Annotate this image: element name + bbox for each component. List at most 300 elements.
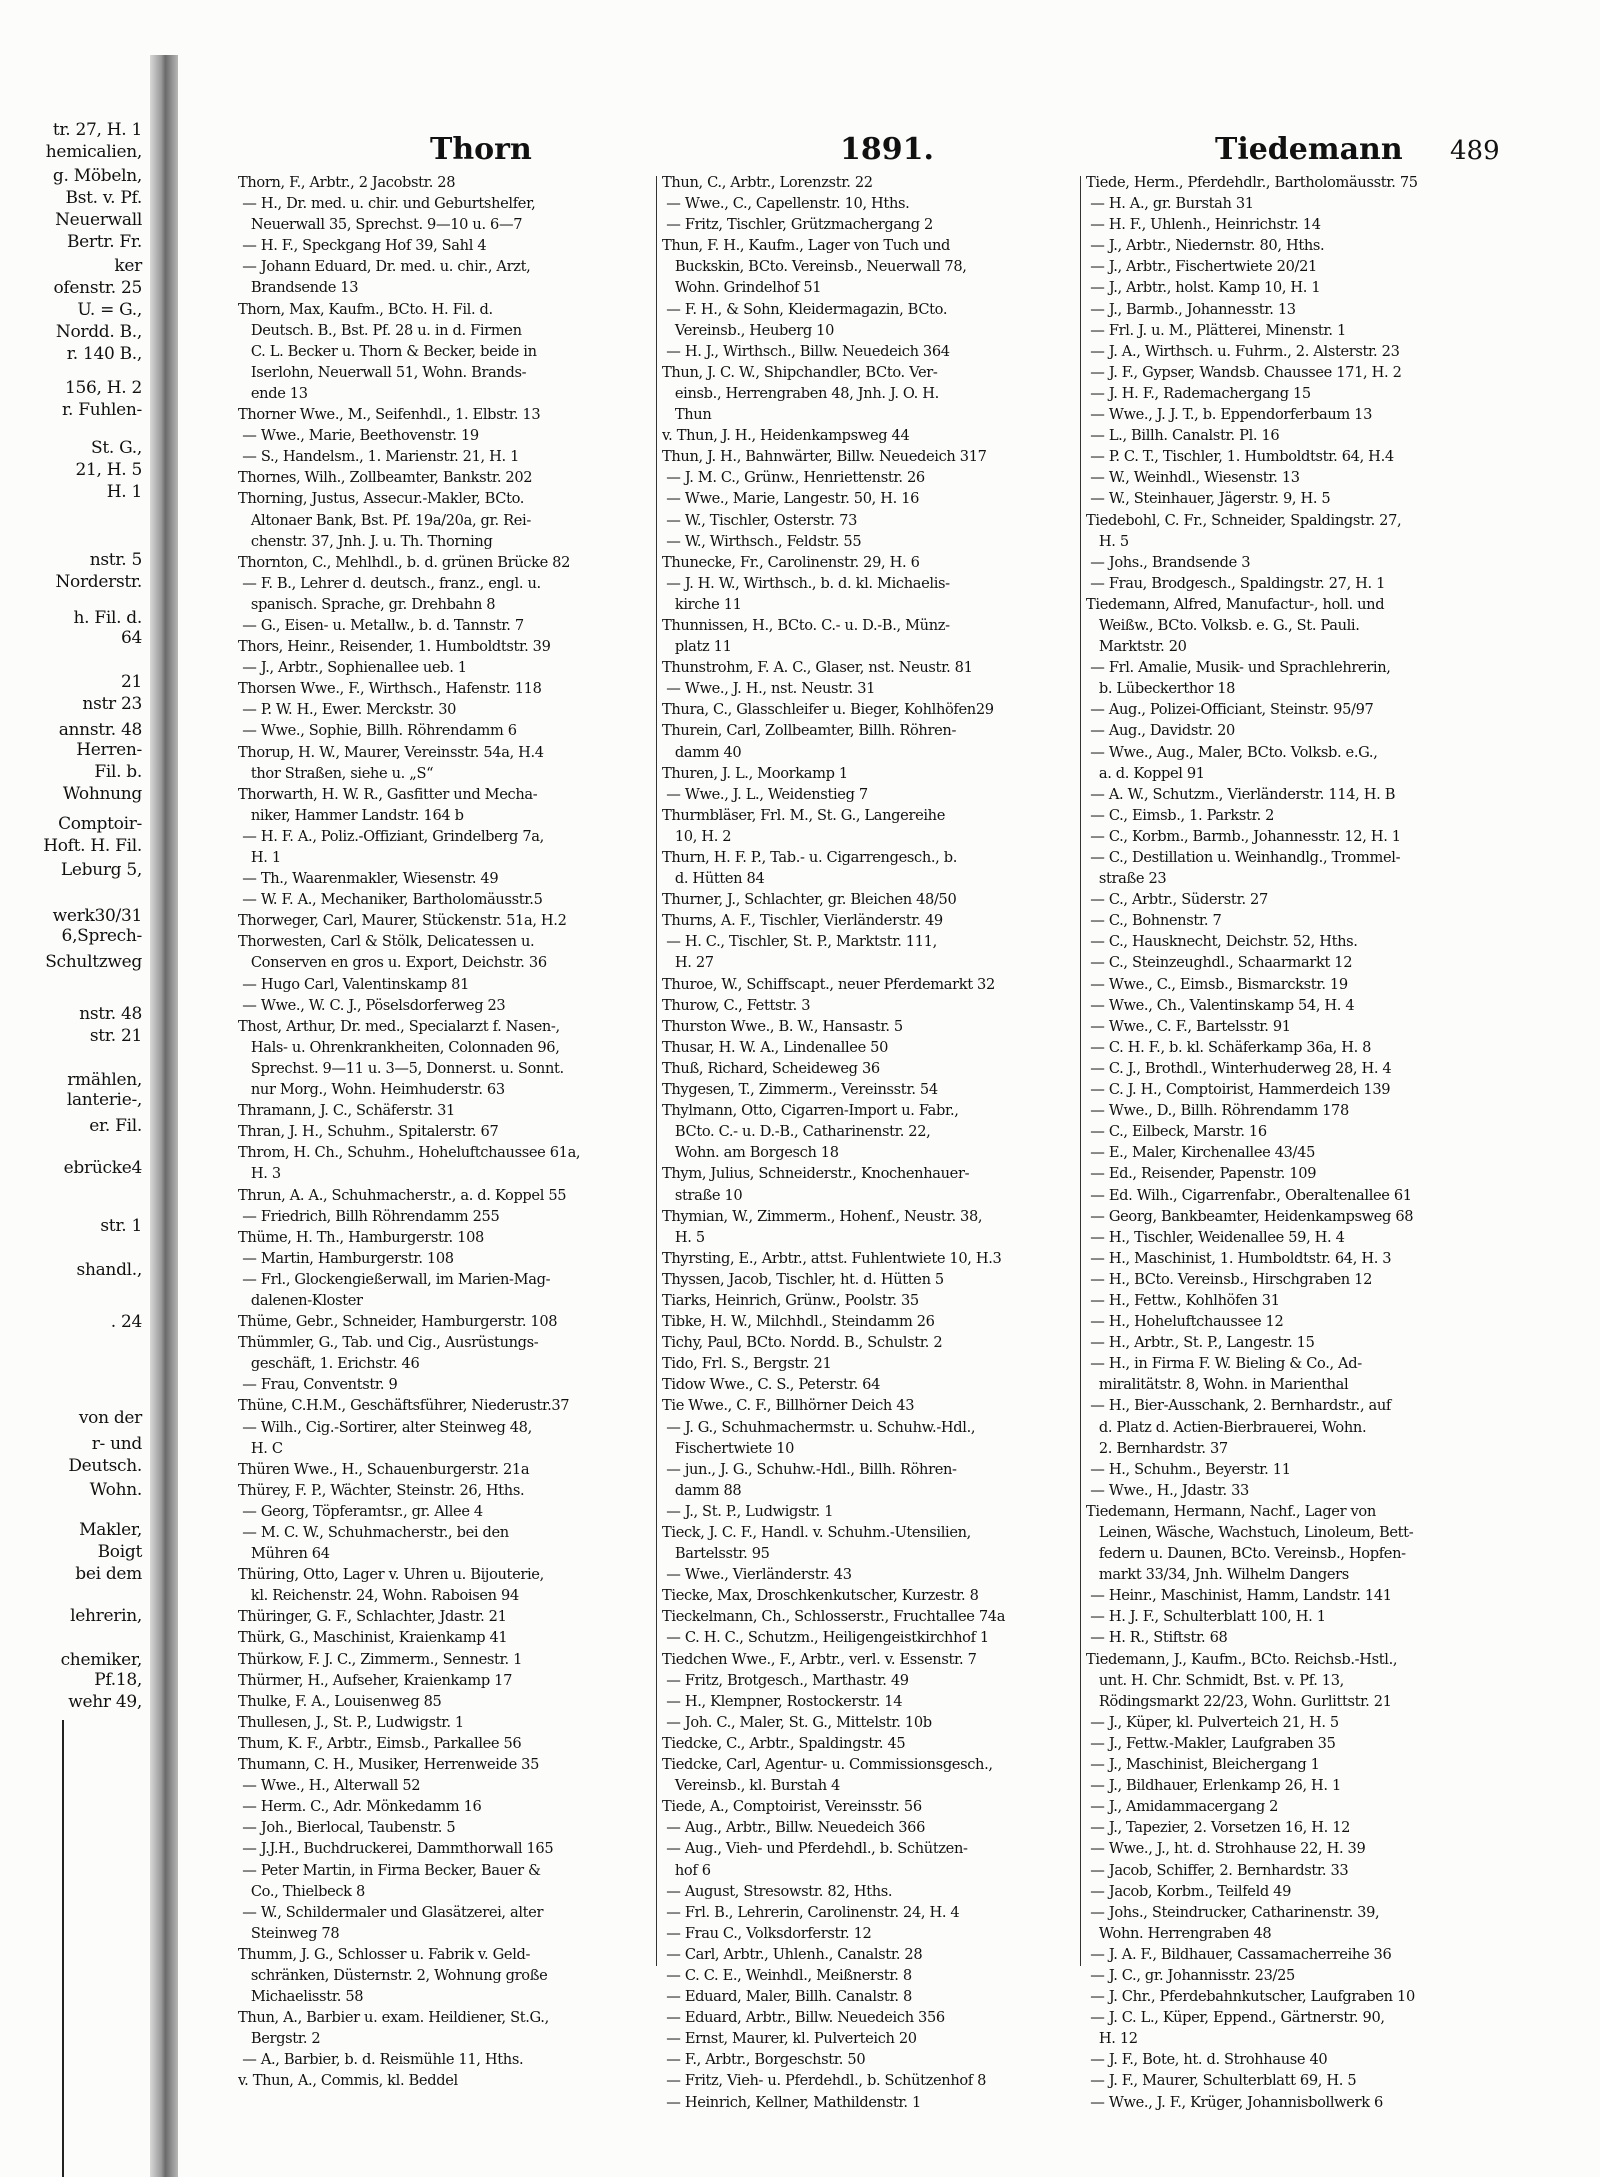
directory-entry-line: Tie Wwe., C. F., Billhörner Deich 43 bbox=[662, 1397, 915, 1415]
directory-entry-line: Bergstr. 2 bbox=[238, 2030, 321, 2048]
left-page-text-fragment: Makler, bbox=[79, 1520, 142, 1540]
left-page-text-fragment: hemicalien, bbox=[45, 142, 142, 162]
left-page-text-fragment: chemiker, bbox=[60, 1650, 142, 1670]
directory-entry-line: — J. M. C., Grünw., Henriettenstr. 26 bbox=[662, 469, 925, 487]
directory-entry-line: Thusar, H. W. A., Lindenallee 50 bbox=[662, 1038, 889, 1056]
directory-entry-line: — Wwe., H., Alterwall 52 bbox=[238, 1777, 421, 1795]
directory-entry-line: Weißw., BCto. Volksb. e. G., St. Pauli. bbox=[1086, 616, 1360, 634]
directory-entry-line: — C. H. C., Schutzm., Heiligengeistkirchhof 1 bbox=[662, 1629, 989, 1647]
directory-entry-line: thor Straßen, siehe u. „S“ bbox=[238, 764, 434, 782]
directory-entry-line: Thun, A., Barbier u. exam. Heildiener, St.G., bbox=[238, 2009, 549, 2027]
directory-entry-line: — Friedrich, Billh Röhrendamm 255 bbox=[238, 1207, 500, 1225]
directory-entry-line: — C., Hausknecht, Deichstr. 52, Hths. bbox=[1086, 933, 1358, 951]
directory-entry-line: — W., Schildermaler und Glasätzerei, alter bbox=[238, 1903, 544, 1921]
left-page-text-fragment: 6,Sprech- bbox=[61, 926, 142, 946]
directory-entry-line: Thumm, J. G., Schlosser u. Fabrik v. Geld- bbox=[238, 1945, 531, 1963]
left-page-text-fragment: Nordd. B., bbox=[55, 322, 142, 342]
directory-entry-line: Thramann, J. C., Schäferstr. 31 bbox=[238, 1102, 455, 1120]
directory-entry-line: Thun, C., Arbtr., Lorenzstr. 22 bbox=[662, 174, 873, 191]
directory-entry-line: — Johs., Steindrucker, Catharinenstr. 39, bbox=[1086, 1903, 1380, 1921]
directory-entry-line: Thümmler, G., Tab. und Cig., Ausrüstungs- bbox=[238, 1334, 539, 1352]
directory-entry-line: Tido, Frl. S., Bergstr. 21 bbox=[662, 1355, 832, 1373]
directory-entry-line: Thüme, Gebr., Schneider, Hamburgerstr. 108 bbox=[238, 1313, 558, 1331]
directory-entry-line: Thurmbläser, Frl. M., St. G., Langereihe bbox=[662, 806, 946, 824]
directory-entry-line: Thürk, G., Maschinist, Kraienkamp 41 bbox=[238, 1629, 508, 1647]
directory-entry-line: — L., Billh. Canalstr. Pl. 16 bbox=[1086, 427, 1280, 445]
directory-entry-line: v. Thun, J. H., Heidenkampsweg 44 bbox=[662, 427, 910, 445]
directory-entry-line: Thyssen, Jacob, Tischler, ht. d. Hütten 5 bbox=[662, 1270, 944, 1288]
header-right-keyword: Tiedemann bbox=[1215, 132, 1403, 167]
directory-entry-line: Brandsende 13 bbox=[238, 279, 359, 297]
directory-entry-line: — Carl, Arbtr., Uhlenh., Canalstr. 28 bbox=[662, 1945, 923, 1963]
directory-entry-line: — H. F. A., Poliz.-Offiziant, Grindelberg 7a, bbox=[238, 827, 544, 845]
directory-entry-line: federn u. Daunen, BCto. Vereinsb., Hopfen- bbox=[1086, 1545, 1406, 1563]
directory-entry-line: Tiecke, Max, Droschkenkutscher, Kurzestr. 8 bbox=[662, 1587, 979, 1605]
directory-entry-line: hof 6 bbox=[662, 1861, 711, 1879]
left-page-text-fragment: von der bbox=[78, 1408, 142, 1428]
directory-entry-line: — C. H. F., b. kl. Schäferkamp 36a, H. 8 bbox=[1086, 1038, 1372, 1056]
directory-entry-line: Thüring, Otto, Lager v. Uhren u. Bijouterie, bbox=[238, 1566, 544, 1584]
directory-entry-line: d. Platz d. Actien-Bierbrauerei, Wohn. bbox=[1086, 1418, 1367, 1436]
left-page-text-fragment: Boigt bbox=[97, 1542, 142, 1562]
directory-entry-line: Thorwarth, H. W. R., Gasfitter und Mecha- bbox=[238, 785, 538, 803]
left-page-text-fragment: r- und bbox=[91, 1434, 142, 1454]
directory-entry-line: Thorwesten, Carl & Stölk, Delicatessen u. bbox=[238, 933, 535, 951]
directory-entry-line: — Ernst, Maurer, kl. Pulverteich 20 bbox=[662, 2030, 917, 2048]
directory-entry-line: Tiedemann, Alfred, Manufactur-, holl. und bbox=[1086, 595, 1385, 613]
directory-entry-line: H. 1 bbox=[238, 849, 281, 866]
directory-entry-line: v. Thun, A., Commis, kl. Beddel bbox=[238, 2072, 458, 2090]
directory-entry-line: — C., Steinzeughdl., Schaarmarkt 12 bbox=[1086, 954, 1353, 972]
directory-entry-line: — Wwe., J. F., Krüger, Johannisbollwerk 6 bbox=[1086, 2093, 1383, 2111]
directory-entry-line: Hals- u. Ohrenkrankheiten, Colonnaden 96, bbox=[238, 1038, 560, 1056]
left-page-text-fragment: 156, H. 2 bbox=[64, 378, 142, 398]
directory-entry-line: Michaelisstr. 58 bbox=[238, 1988, 364, 2006]
directory-entry-line: Thygesen, T., Zimmerm., Vereinsstr. 54 bbox=[662, 1081, 938, 1099]
directory-entry-line: Tichy, Paul, BCto. Nordd. B., Schulstr. 2 bbox=[662, 1334, 943, 1352]
directory-entry-line: Thurner, J., Schlachter, gr. Bleichen 48/50 bbox=[662, 891, 957, 909]
left-page-text-fragment: St. G., bbox=[91, 438, 142, 458]
directory-entry-line: Thun bbox=[662, 406, 712, 424]
directory-entry-line: — J. G., Schuhmachermstr. u. Schuhw.-Hdl., bbox=[662, 1418, 976, 1436]
directory-entry-line: — Heinr., Maschinist, Hamm, Landstr. 141 bbox=[1086, 1587, 1392, 1605]
directory-entry-line: — Johs., Brandsende 3 bbox=[1086, 553, 1251, 571]
left-page-text-fragment: Wohn. bbox=[89, 1480, 142, 1500]
directory-entry-line: — H., Klempner, Rostockerstr. 14 bbox=[662, 1692, 903, 1710]
directory-entry-line: Wohn. am Borgesch 18 bbox=[662, 1144, 839, 1162]
left-page-text-fragment: lehrerin, bbox=[70, 1606, 142, 1626]
directory-entry-line: spanisch. Sprache, gr. Drehbahn 8 bbox=[238, 595, 496, 613]
directory-entry-line: — Fritz, Tischler, Grützmachergang 2 bbox=[662, 216, 933, 234]
directory-entry-line: — Jacob, Korbm., Teilfeld 49 bbox=[1086, 1882, 1292, 1900]
directory-entry-line: Thym, Julius, Schneiderstr., Knochenhauer- bbox=[662, 1165, 970, 1183]
directory-entry-line: — H., Arbtr., St. P., Langestr. 15 bbox=[1086, 1334, 1315, 1352]
directory-entry-line: — H. F., Speckgang Hof 39, Sahl 4 bbox=[238, 237, 487, 255]
directory-entry-line: — E., Maler, Kirchenallee 43/45 bbox=[1086, 1144, 1315, 1162]
directory-entry-line: Thuß, Richard, Scheideweg 36 bbox=[662, 1059, 880, 1077]
directory-entry-line: — Frau, Brodgesch., Spaldingstr. 27, H. 1 bbox=[1086, 574, 1386, 592]
left-page-text-fragment: lanterie-, bbox=[66, 1090, 142, 1110]
directory-entry-line: Tiedcke, C., Arbtr., Spaldingstr. 45 bbox=[662, 1734, 906, 1752]
directory-entry-line: Thran, J. H., Schuhm., Spitalerstr. 67 bbox=[238, 1123, 499, 1141]
left-page-text-fragment: ker bbox=[114, 256, 142, 276]
directory-entry-line: ende 13 bbox=[238, 384, 308, 402]
directory-entry-line: — J. Chr., Pferdebahnkutscher, Laufgraben 10 bbox=[1086, 1988, 1415, 2006]
left-page-text-fragment: r. Fuhlen- bbox=[62, 400, 142, 420]
directory-entry-line: Thorn, Max, Kaufm., BCto. H. Fil. d. bbox=[238, 300, 493, 318]
directory-entry-line: — Aug., Davidstr. 20 bbox=[1086, 722, 1235, 740]
directory-entry-line: — J., Fettw.-Makler, Laufgraben 35 bbox=[1086, 1734, 1336, 1752]
directory-entry-line: Thürey, F. P., Wächter, Steinstr. 26, Hths. bbox=[238, 1481, 525, 1499]
directory-entry-line: — Aug., Vieh- und Pferdehdl., b. Schützen- bbox=[662, 1840, 968, 1858]
directory-entry-line: Thorner Wwe., M., Seifenhdl., 1. Elbstr. 13 bbox=[238, 406, 541, 424]
directory-entry-line: damm 40 bbox=[662, 743, 742, 761]
directory-entry-line: Thunecke, Fr., Carolinenstr. 29, H. 6 bbox=[662, 553, 920, 571]
directory-entry-line: Tiede, A., Comptoirist, Vereinsstr. 56 bbox=[662, 1798, 922, 1816]
left-page-text-fragment: rmählen, bbox=[67, 1070, 142, 1090]
directory-entry-line: Tidow Wwe., C. S., Peterstr. 64 bbox=[662, 1376, 881, 1394]
directory-entry-line: — G., Eisen- u. Metallw., b. d. Tannstr. 7 bbox=[238, 616, 524, 634]
directory-entry-line: — Fritz, Vieh- u. Pferdehdl., b. Schützenhof 8 bbox=[662, 2072, 987, 2090]
directory-entry-line: Tiedchen Wwe., F., Arbtr., verl. v. Essenstr. 7 bbox=[662, 1650, 977, 1668]
directory-entry-line: Thylmann, Otto, Cigarren-Import u. Fabr., bbox=[662, 1102, 959, 1120]
directory-entry-line: — W., Weinhdl., Wiesenstr. 13 bbox=[1086, 469, 1300, 487]
directory-entry-line: Thorweger, Carl, Maurer, Stückenstr. 51a, H.2 bbox=[238, 912, 567, 930]
directory-entry-line: Thorsen Wwe., F., Wirthsch., Hafenstr. 118 bbox=[238, 680, 542, 698]
directory-entry-line: Thun, F. H., Kaufm., Lager von Tuch und bbox=[662, 237, 951, 255]
directory-entry-line: Vereinsb., Heuberg 10 bbox=[662, 321, 835, 339]
left-page-text-fragment: Hoft. H. Fil. bbox=[43, 836, 142, 856]
directory-entry-line: — Frl., Glockengießerwall, im Marien-Mag- bbox=[238, 1270, 551, 1288]
directory-entry-line: Neuerwall 35, Sprechst. 9—10 u. 6—7 bbox=[238, 216, 523, 234]
directory-entry-line: — J., Bildhauer, Erlenkamp 26, H. 1 bbox=[1086, 1777, 1341, 1795]
directory-entry-line: Thymian, W., Zimmerm., Hohenf., Neustr. 38, bbox=[662, 1207, 983, 1225]
left-page-text-fragment: g. Möbeln, bbox=[52, 166, 142, 186]
directory-entry-line: — Fritz, Brotgesch., Marthastr. 49 bbox=[662, 1671, 909, 1689]
directory-entry-line: Mühren 64 bbox=[238, 1545, 330, 1563]
directory-entry-line: — Georg, Töpferamtsr., gr. Allee 4 bbox=[238, 1502, 483, 1520]
directory-entry-line: — Ed., Reisender, Papenstr. 109 bbox=[1086, 1165, 1317, 1183]
directory-entry-line: nur Morg., Wohn. Heimhuderstr. 63 bbox=[238, 1081, 505, 1099]
directory-entry-line: — H., Tischler, Weidenallee 59, H. 4 bbox=[1086, 1228, 1345, 1246]
directory-entry-line: — Wwe., H., Jdastr. 33 bbox=[1086, 1481, 1249, 1499]
directory-entry-line: — C., Korbm., Barmb., Johannesstr. 12, H. 1 bbox=[1086, 827, 1401, 845]
directory-entry-line: — A., Barbier, b. d. Reismühle 11, Hths. bbox=[238, 2051, 524, 2069]
directory-entry-line: — H., Hoheluftchaussee 12 bbox=[1086, 1313, 1284, 1331]
directory-entry-line: — Eduard, Maler, Billh. Canalstr. 8 bbox=[662, 1988, 912, 2006]
directory-entry-line: — H., Dr. med. u. chir. und Geburtshelfer, bbox=[238, 195, 536, 213]
left-page-text-fragment: Deutsch. bbox=[68, 1456, 142, 1476]
directory-entry-line: Tiedcke, Carl, Agentur- u. Commissionsgesch., bbox=[662, 1756, 993, 1774]
column-rule bbox=[62, 1720, 64, 2177]
left-page-text-fragment: 21 bbox=[120, 672, 142, 692]
left-page-text-fragment: werk30/31 bbox=[52, 906, 142, 926]
left-page-text-fragment: bei dem bbox=[75, 1564, 142, 1584]
directory-entry-line: C. L. Becker u. Thorn & Becker, beide in bbox=[238, 342, 537, 360]
left-page-text-fragment: nstr. 48 bbox=[79, 1004, 142, 1024]
page-header bbox=[230, 132, 1530, 168]
left-page-text-fragment: Bertr. Fr. bbox=[66, 232, 142, 252]
directory-entry-line: — H. J. F., Schulterblatt 100, H. 1 bbox=[1086, 1608, 1326, 1626]
directory-entry-line: Thura, C., Glasschleifer u. Bieger, Kohlhöfen29 bbox=[662, 701, 994, 719]
directory-entry-line: — C. J., Brothdl., Winterhuderweg 28, H. 4 bbox=[1086, 1059, 1392, 1077]
directory-entry-line: straße 10 bbox=[662, 1186, 743, 1204]
directory-entry-line: Thumann, C. H., Musiker, Herrenweide 35 bbox=[238, 1756, 540, 1774]
directory-entry-line: — J., Arbtr., Fischertwiete 20/21 bbox=[1086, 258, 1317, 276]
directory-entry-line: schränken, Düsternstr. 2, Wohnung große bbox=[238, 1966, 548, 1984]
directory-entry-line: Iserlohn, Neuerwall 51, Wohn. Brands- bbox=[238, 363, 527, 381]
directory-entry-line: — Th., Waarenmakler, Wiesenstr. 49 bbox=[238, 870, 499, 888]
directory-entry-line: — J. F., Gypser, Wandsb. Chaussee 171, H. 2 bbox=[1086, 363, 1402, 381]
directory-entry-line: — H., Schuhm., Beyerstr. 11 bbox=[1086, 1460, 1291, 1478]
directory-entry-line: — J. F., Maurer, Schulterblatt 69, H. 5 bbox=[1086, 2072, 1357, 2090]
directory-entry-line: b. Lübeckerthor 18 bbox=[1086, 680, 1236, 698]
directory-entry-line: straße 23 bbox=[1086, 870, 1167, 888]
directory-entry-line: Conserven en gros u. Export, Deichstr. 36 bbox=[238, 954, 547, 972]
directory-entry-line: Fischertwiete 10 bbox=[662, 1439, 795, 1457]
directory-entry-line: — Frl. Amalie, Musik- und Sprachlehrerin, bbox=[1086, 659, 1391, 677]
directory-entry-line: unt. H. Chr. Schmidt, Bst. v. Pf. 13, bbox=[1086, 1671, 1344, 1689]
directory-entry-line: — H. J., Wirthsch., Billw. Neuedeich 364 bbox=[662, 342, 950, 360]
directory-entry-line: — C., Bohnenstr. 7 bbox=[1086, 912, 1222, 930]
directory-entry-line: Tiedebohl, C. Fr., Schneider, Spaldingstr. 27, bbox=[1086, 511, 1402, 529]
left-page-text-fragment: Neuerwall bbox=[55, 210, 142, 230]
directory-entry-line: miralitätstr. 8, Wohn. in Marienthal bbox=[1086, 1376, 1349, 1394]
directory-entry-line: H. 3 bbox=[238, 1165, 281, 1183]
directory-entry-line: Thurston Wwe., B. W., Hansastr. 5 bbox=[662, 1017, 903, 1035]
directory-entry-line: H. 5 bbox=[662, 1228, 705, 1246]
directory-entry-line: — jun., J. G., Schuhw.-Hdl., Billh. Röhren- bbox=[662, 1460, 957, 1478]
directory-entry-line: H. C bbox=[238, 1439, 283, 1457]
directory-entry-line: — C., Arbtr., Süderstr. 27 bbox=[1086, 891, 1268, 909]
directory-entry-line: geschäft, 1. Erichstr. 46 bbox=[238, 1355, 420, 1373]
directory-entry-line: — J., Barmb., Johannesstr. 13 bbox=[1086, 300, 1296, 318]
directory-entry-line: Thüne, C.H.M., Geschäftsführer, Niederustr.37 bbox=[238, 1397, 570, 1415]
directory-entry-line: — J.J.H., Buchdruckerei, Dammthorwall 165 bbox=[238, 1840, 554, 1858]
directory-entry-line: damm 88 bbox=[662, 1481, 742, 1499]
directory-entry-line: — Wwe., D., Billh. Röhrendamm 178 bbox=[1086, 1102, 1349, 1120]
directory-entry-line: — Heinrich, Kellner, Mathildenstr. 1 bbox=[662, 2093, 921, 2111]
directory-entry-line: — J., Arbtr., Niedernstr. 80, Hths. bbox=[1086, 237, 1325, 255]
directory-entry-line: — Wwe., Ch., Valentinskamp 54, H. 4 bbox=[1086, 996, 1355, 1014]
left-page-text-fragment: Comptoir- bbox=[58, 814, 142, 834]
left-page-text-fragment: Fil. b. bbox=[94, 762, 142, 782]
directory-entry-line: Buckskin, BCto. Vereinsb., Neuerwall 78, bbox=[662, 258, 967, 276]
directory-entry-line: Rödingsmarkt 22/23, Wohn. Gurlittstr. 21 bbox=[1086, 1692, 1392, 1710]
directory-entry-line: Thürkow, F. J. C., Zimmerm., Sennestr. 1 bbox=[238, 1650, 523, 1668]
left-page-text-fragment: Herren- bbox=[76, 740, 142, 760]
directory-entry-line: Thum, K. F., Arbtr., Eimsb., Parkallee 56 bbox=[238, 1734, 522, 1752]
directory-entry-line: BCto. C.- u. D.-B., Catharinenstr. 22, bbox=[662, 1123, 931, 1141]
directory-entry-line: — Wwe., J., ht. d. Strohhause 22, H. 39 bbox=[1086, 1840, 1366, 1858]
directory-entry-line: Sprechst. 9—11 u. 3—5, Donnerst. u. Sonnt. bbox=[238, 1059, 564, 1077]
directory-entry-line: — Martin, Hamburgerstr. 108 bbox=[238, 1249, 454, 1267]
directory-entry-line: — H., Bier-Ausschank, 2. Bernhardstr., auf bbox=[1086, 1397, 1391, 1415]
directory-entry-line: — S., Handelsm., 1. Marienstr. 21, H. 1 bbox=[238, 448, 520, 466]
left-page-text-fragment: str. 21 bbox=[89, 1026, 142, 1046]
directory-entry-line: Thuroe, W., Schiffscapt., neuer Pferdemarkt 32 bbox=[662, 975, 995, 993]
left-page-text-fragment: H. 1 bbox=[106, 482, 142, 502]
directory-entry-line: — J. H. F., Rademachergang 15 bbox=[1086, 384, 1311, 402]
directory-column-2 bbox=[662, 172, 1082, 2152]
directory-entry-line: — Wwe., C., Eimsb., Bismarckstr. 19 bbox=[1086, 975, 1348, 993]
directory-column-3 bbox=[1086, 172, 1518, 2152]
directory-column-1 bbox=[238, 172, 658, 2152]
directory-entry-line: Altonaer Bank, Bst. Pf. 19a/20a, gr. Rei- bbox=[238, 511, 531, 529]
directory-entry-line: — Aug., Polizei-Officiant, Steinstr. 95/97 bbox=[1086, 701, 1374, 719]
directory-entry-line: — Herm. C., Adr. Mönkedamm 16 bbox=[238, 1798, 482, 1816]
directory-entry-line: — M. C. W., Schuhmacherstr., bei den bbox=[238, 1524, 509, 1541]
left-page-text-fragment: Schultzweg bbox=[45, 952, 142, 972]
directory-entry-line: Thorup, H. W., Maurer, Vereinsstr. 54a, H.4 bbox=[238, 743, 544, 761]
directory-entry-line: — Peter Martin, in Firma Becker, Bauer & bbox=[238, 1861, 541, 1879]
directory-entry-line: — W., Tischler, Osterstr. 73 bbox=[662, 511, 858, 529]
header-year: 1891. bbox=[840, 132, 934, 167]
directory-entry-line: — Wwe., J. L., Weidenstieg 7 bbox=[662, 785, 868, 803]
directory-entry-line: Tieckelmann, Ch., Schlosserstr., Fruchtallee 74a bbox=[662, 1608, 1006, 1626]
directory-entry-line: — P. C. T., Tischler, 1. Humboldtstr. 64, H.4 bbox=[1086, 448, 1394, 466]
directory-entry-line: Tiarks, Heinrich, Grünw., Poolstr. 35 bbox=[662, 1291, 919, 1309]
directory-entry-line: — Johann Eduard, Dr. med. u. chir., Arzt, bbox=[238, 258, 531, 276]
directory-entry-line: 10, H. 2 bbox=[662, 827, 732, 845]
directory-entry-line: — H., BCto. Vereinsb., Hirschgraben 12 bbox=[1086, 1270, 1372, 1288]
left-page-text-fragment: Bst. v. Pf. bbox=[65, 188, 142, 208]
directory-entry-line: Thulke, F. A., Louisenweg 85 bbox=[238, 1692, 442, 1710]
directory-entry-line: Leinen, Wäsche, Wachstuch, Linoleum, Bett- bbox=[1086, 1524, 1414, 1541]
left-page-text-fragment: er. Fil. bbox=[89, 1116, 142, 1136]
directory-entry-line: d. Hütten 84 bbox=[662, 870, 765, 888]
left-page-text-fragment: str. 1 bbox=[100, 1216, 142, 1236]
directory-entry-line: — C. J. H., Comptoirist, Hammerdeich 139 bbox=[1086, 1081, 1391, 1099]
directory-entry-line: — J. C. L., Küper, Eppend., Gärtnerstr. 90, bbox=[1086, 2009, 1385, 2027]
directory-entry-line: Wohn. Grindelhof 51 bbox=[662, 279, 822, 297]
directory-entry-line: — J., Küper, kl. Pulverteich 21, H. 5 bbox=[1086, 1713, 1339, 1731]
header-left-keyword: Thorn bbox=[430, 132, 532, 167]
directory-entry-line: Thorning, Justus, Assecur.-Makler, BCto. bbox=[238, 490, 525, 508]
directory-entry-line: — W. F. A., Mechaniker, Bartholomäusstr.5 bbox=[238, 891, 543, 909]
directory-entry-line: — J. A. F., Bildhauer, Cassamacherreihe 36 bbox=[1086, 1945, 1392, 1963]
left-page-text-fragment: wehr 49, bbox=[68, 1692, 142, 1712]
directory-entry-line: Thüringer, G. F., Schlachter, Jdastr. 21 bbox=[238, 1608, 507, 1626]
directory-entry-line: — J., Amidammacergang 2 bbox=[1086, 1798, 1279, 1816]
directory-entry-line: — Wilh., Cig.-Sortirer, alter Steinweg 48, bbox=[238, 1418, 532, 1436]
directory-entry-line: Thürmer, H., Aufseher, Kraienkamp 17 bbox=[238, 1671, 513, 1689]
directory-entry-line: Wohn. Herrengraben 48 bbox=[1086, 1924, 1272, 1942]
directory-entry-line: — Wwe., W. C. J., Pöselsdorferweg 23 bbox=[238, 996, 506, 1014]
directory-entry-line: 2. Bernhardstr. 37 bbox=[1086, 1439, 1228, 1457]
directory-entry-line: Tiedemann, Hermann, Nachf., Lager von bbox=[1086, 1502, 1376, 1520]
directory-entry-line: — Joh. C., Maler, St. G., Mittelstr. 10b bbox=[662, 1713, 932, 1731]
directory-entry-line: — H. A., gr. Burstah 31 bbox=[1086, 195, 1254, 213]
directory-entry-line: — J. A., Wirthsch. u. Fuhrm., 2. Alsterstr. 23 bbox=[1086, 342, 1400, 360]
directory-entry-line: H. 27 bbox=[662, 954, 714, 972]
directory-entry-line: — J. H. W., Wirthsch., b. d. kl. Michaelis- bbox=[662, 574, 950, 592]
directory-entry-line: Thors, Heinr., Reisender, 1. Humboldtstr. 39 bbox=[238, 638, 551, 656]
left-page-text-fragment: ebrücke4 bbox=[63, 1158, 142, 1178]
directory-entry-line: Tibke, H. W., Milchhdl., Steindamm 26 bbox=[662, 1313, 935, 1331]
left-page-text-fragment: annstr. 48 bbox=[58, 720, 142, 740]
directory-entry-line: — Wwe., J. J. T., b. Eppendorferbaum 13 bbox=[1086, 406, 1373, 424]
directory-entry-line: — F., Arbtr., Borgeschstr. 50 bbox=[662, 2051, 866, 2069]
directory-entry-line: Thüme, H. Th., Hamburgerstr. 108 bbox=[238, 1228, 484, 1246]
directory-entry-line: Co., Thielbeck 8 bbox=[238, 1882, 365, 1900]
left-page-text-fragment: nstr. 5 bbox=[89, 550, 142, 570]
directory-entry-line: — W., Wirthsch., Feldstr. 55 bbox=[662, 532, 862, 550]
directory-entry-line: — J., Maschinist, Bleichergang 1 bbox=[1086, 1756, 1320, 1774]
book-gutter bbox=[150, 55, 178, 2177]
directory-entry-line: — H., Maschinist, 1. Humboldtstr. 64, H. 3 bbox=[1086, 1249, 1392, 1267]
directory-entry-line: — Wwe., Marie, Langestr. 50, H. 16 bbox=[662, 490, 920, 508]
directory-entry-line: — J., St. P., Ludwigstr. 1 bbox=[662, 1502, 834, 1520]
directory-entry-line: — H. R., Stiftstr. 68 bbox=[1086, 1629, 1228, 1647]
directory-entry-line: — H. F., Uhlenh., Heinrichstr. 14 bbox=[1086, 216, 1321, 234]
directory-entry-line: Thuren, J. L., Moorkamp 1 bbox=[662, 764, 848, 782]
directory-entry-line: Thun, J. H., Bahnwärter, Billw. Neuedeich 317 bbox=[662, 448, 987, 466]
directory-entry-line: Thrun, A. A., Schuhmacherstr., a. d. Koppel 55 bbox=[238, 1186, 567, 1204]
left-page-text-fragment: shandl., bbox=[76, 1260, 142, 1280]
directory-entry-line: Thun, J. C. W., Shipchandler, BCto. Ver- bbox=[662, 363, 938, 381]
directory-entry-line: Vereinsb., kl. Burstah 4 bbox=[662, 1777, 840, 1795]
directory-entry-line: dalenen-Kloster bbox=[238, 1291, 363, 1309]
directory-entry-line: — Jacob, Schiffer, 2. Bernhardstr. 33 bbox=[1086, 1861, 1349, 1879]
directory-entry-line: — P. W. H., Ewer. Merckstr. 30 bbox=[238, 701, 457, 719]
directory-entry-line: — J., Arbtr., holst. Kamp 10, H. 1 bbox=[1086, 279, 1321, 297]
directory-entry-line: Thyrsting, E., Arbtr., attst. Fuhlentwiete 10, H.3 bbox=[662, 1249, 1002, 1267]
directory-entry-line: Thost, Arthur, Dr. med., Specialarzt f. Nasen-, bbox=[238, 1017, 560, 1035]
directory-entry-line: — Eduard, Arbtr., Billw. Neuedeich 356 bbox=[662, 2009, 945, 2027]
directory-entry-line: — August, Stresowstr. 82, Hths. bbox=[662, 1882, 893, 1900]
directory-entry-line: — Wwe., Sophie, Billh. Röhrendamm 6 bbox=[238, 722, 517, 740]
left-page-text-fragment: nstr 23 bbox=[82, 694, 142, 714]
left-page-text-fragment: h. Fil. d. bbox=[73, 608, 142, 628]
directory-entry-line: — Ed. Wilh., Cigarrenfabr., Oberaltenallee 61 bbox=[1086, 1186, 1412, 1204]
directory-entry-line: Marktstr. 20 bbox=[1086, 638, 1187, 656]
left-page-text-fragment: . 24 bbox=[110, 1312, 142, 1332]
directory-entry-line: — Georg, Bankbeamter, Heidenkampsweg 68 bbox=[1086, 1207, 1414, 1225]
directory-entry-line: Tiedemann, J., Kaufm., BCto. Reichsb.-Hstl., bbox=[1086, 1650, 1398, 1668]
left-page-text-fragment: r. 140 B., bbox=[66, 344, 142, 364]
directory-entry-line: — Joh., Bierlocal, Taubenstr. 5 bbox=[238, 1819, 456, 1837]
directory-entry-line: — J. F., Bote, ht. d. Strohhause 40 bbox=[1086, 2051, 1328, 2069]
directory-entry-line: einsb., Herrengraben 48, Jnh. J. O. H. bbox=[662, 384, 939, 402]
left-page-fragment bbox=[0, 60, 150, 2177]
directory-entry-line: Throm, H. Ch., Schuhm., Hoheluftchaussee 61a, bbox=[238, 1144, 581, 1162]
directory-entry-line: — H., in Firma F. W. Bieling & Co., Ad- bbox=[1086, 1355, 1362, 1373]
directory-entry-line: Thornes, Wilh., Zollbeamter, Bankstr. 202 bbox=[238, 469, 533, 487]
directory-entry-line: — Hugo Carl, Valentinskamp 81 bbox=[238, 975, 470, 993]
directory-entry-line: platz 11 bbox=[662, 638, 732, 656]
left-page-text-fragment: Leburg 5, bbox=[60, 860, 142, 880]
directory-entry-line: Thurns, A. F., Tischler, Vierländerstr. 49 bbox=[662, 912, 943, 930]
directory-entry-line: — H., Fettw., Kohlhöfen 31 bbox=[1086, 1291, 1280, 1309]
directory-entry-line: kirche 11 bbox=[662, 595, 742, 613]
directory-entry-line: Thullesen, J., St. P., Ludwigstr. 1 bbox=[238, 1713, 464, 1731]
directory-entry-line: H. 5 bbox=[1086, 532, 1129, 550]
directory-entry-line: — Frau, Conventstr. 9 bbox=[238, 1376, 398, 1394]
directory-entry-line: — Wwe., Marie, Beethovenstr. 19 bbox=[238, 427, 479, 445]
directory-entry-line: Thurn, H. F. P., Tab.- u. Cigarrengesch., b. bbox=[662, 849, 958, 866]
directory-entry-line: — Frau C., Volksdorferstr. 12 bbox=[662, 1924, 872, 1942]
directory-entry-line: — H. C., Tischler, St. P., Marktstr. 111, bbox=[662, 933, 937, 951]
left-page-text-fragment: tr. 27, H. 1 bbox=[52, 120, 142, 140]
directory-entry-line: niker, Hammer Landstr. 164 b bbox=[238, 806, 464, 824]
directory-entry-line: — Wwe., Vierländerstr. 43 bbox=[662, 1566, 852, 1584]
directory-entry-line: — W., Steinhauer, Jägerstr. 9, H. 5 bbox=[1086, 490, 1331, 508]
directory-entry-line: Thunnissen, H., BCto. C.- u. D.-B., Münz- bbox=[662, 616, 950, 634]
left-page-text-fragment: 64 bbox=[120, 628, 142, 648]
directory-entry-line: H. 12 bbox=[1086, 2030, 1138, 2048]
directory-entry-line: — Wwe., J. H., nst. Neustr. 31 bbox=[662, 680, 876, 698]
